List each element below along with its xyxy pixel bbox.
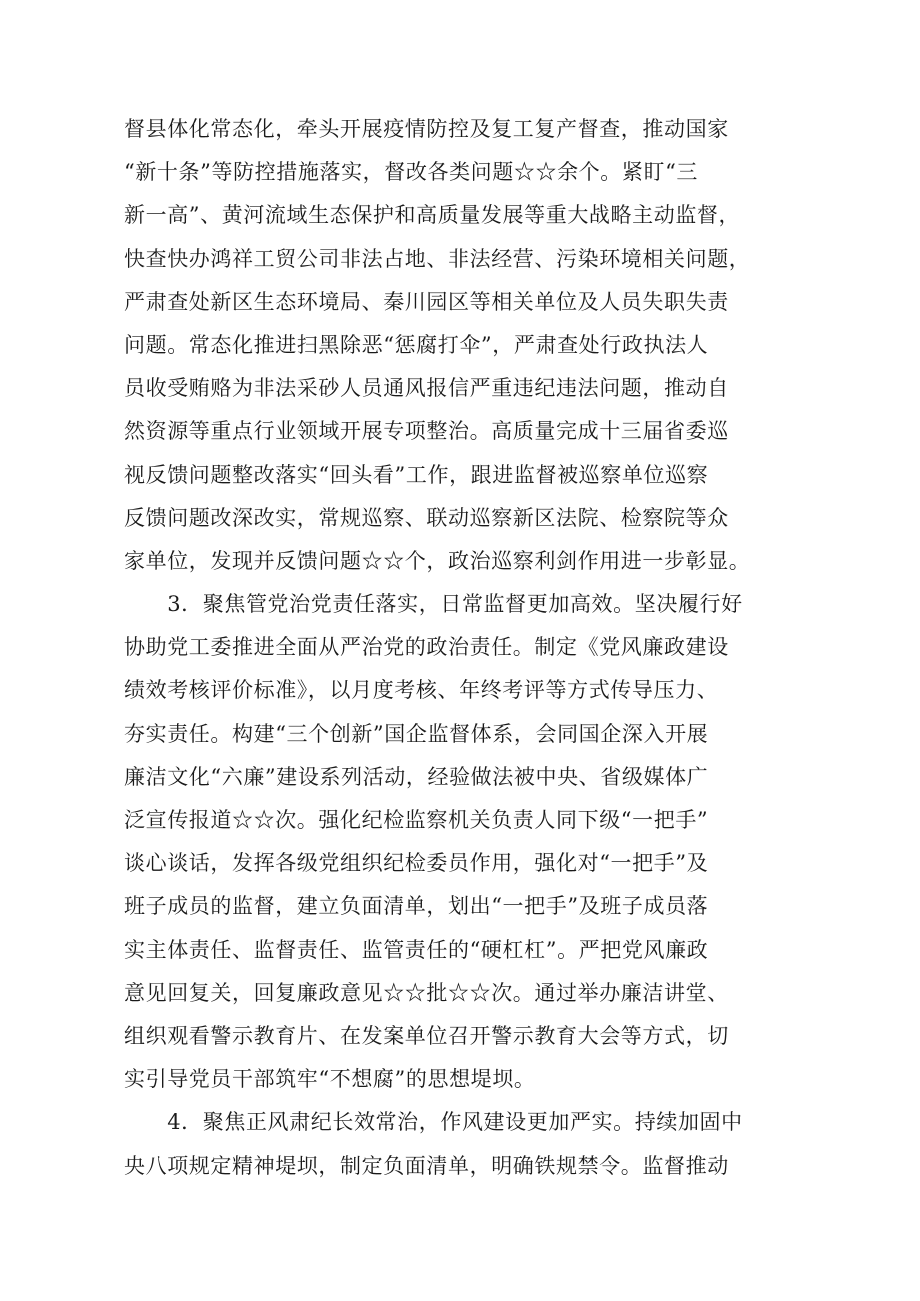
- text-line: 家单位，发现并反馈问题☆☆个，政治巡察利剑作用进一步彰显。: [124, 548, 751, 573]
- text-line: 组织观看警示教育片、在发案单位召开警示教育大会等方式，切: [124, 1023, 729, 1048]
- text-line: 视反馈问题整改落实“回头看”工作，跟进监督被巡察单位巡察: [124, 462, 709, 487]
- text-line: 严肃查处新区生态环境局、秦川园区等相关单位及人员失职失责: [124, 289, 729, 314]
- paragraph-4-start: 4．聚焦正风肃纪长效常治，作风建设更加严实。持续加固中: [124, 1110, 743, 1135]
- text-line: 绩效考核评价标准》，以月度考核、年终考评等方式传导压力、: [124, 678, 719, 703]
- body-text: [124, 108, 804, 1188]
- text-line: 泛宣传报道☆☆次。强化纪检监察机关负责人同下级“一把手”: [124, 808, 709, 832]
- text-line: 协助党工委推进全面从严治党的政治责任。制定《党风廉政建设: [124, 635, 729, 660]
- text-line: 班子成员的监督，建立负面清单，划出“一把手”及班子成员落: [124, 894, 709, 919]
- text-line: 问题。常态化推进扫黑除恶“惩腐打伞”，严肃查处行政执法人: [124, 332, 709, 357]
- text-line: 然资源等重点行业领域开展专项整治。高质量完成十三届省委巡: [124, 419, 729, 444]
- paragraph-3-start: 3．聚焦管党治党责任落实，日常监督更加高效。坚决履行好: [124, 592, 743, 617]
- text-line: 意见回复关，回复廉政意见☆☆批☆☆次。通过举办廉洁讲堂、: [124, 980, 729, 1005]
- text-line: “新十条”等防控措施落实，督改各类问题☆☆余个。紧盯“三: [124, 160, 699, 185]
- text-line: 夯实责任。构建“三个创新”国企监督体系，会同国企深入开展: [124, 721, 709, 746]
- text-line: 快查快办鸿祥工贸公司非法占地、非法经营、污染环境相关问题，: [124, 246, 751, 271]
- text-line: 员收受贿赂为非法采砂人员通风报信严重违纪违法问题，推动自: [124, 376, 729, 401]
- text-line: 谈心谈话，发挥各级党组织纪检委员作用，强化对“一把手”及: [124, 851, 709, 876]
- text-line: 实引导党员干部筑牢“不想腐”的思想堤坝。: [124, 1067, 536, 1092]
- text-line: 新一高”、黄河流域生态保护和高质量发展等重大战略主动监督，: [124, 203, 741, 228]
- text-line: 督县体化常态化，牵头开展疫情防控及复工复产督查，推动国家: [124, 117, 729, 141]
- text-line: 反馈问题改深改实，常规巡察、联动巡察新区法院、检察院等众: [124, 505, 729, 530]
- text-line: 廉洁文化“六廉”建设系列活动，经验做法被中央、省级媒体广: [124, 764, 709, 789]
- text-line: 实主体责任、监督责任、监管责任的“硬杠杠”。严把党风廉政: [124, 937, 709, 962]
- text-line: 央八项规定精神堤坝，制定负面清单，明确铁规禁令。监督推动: [124, 1153, 729, 1178]
